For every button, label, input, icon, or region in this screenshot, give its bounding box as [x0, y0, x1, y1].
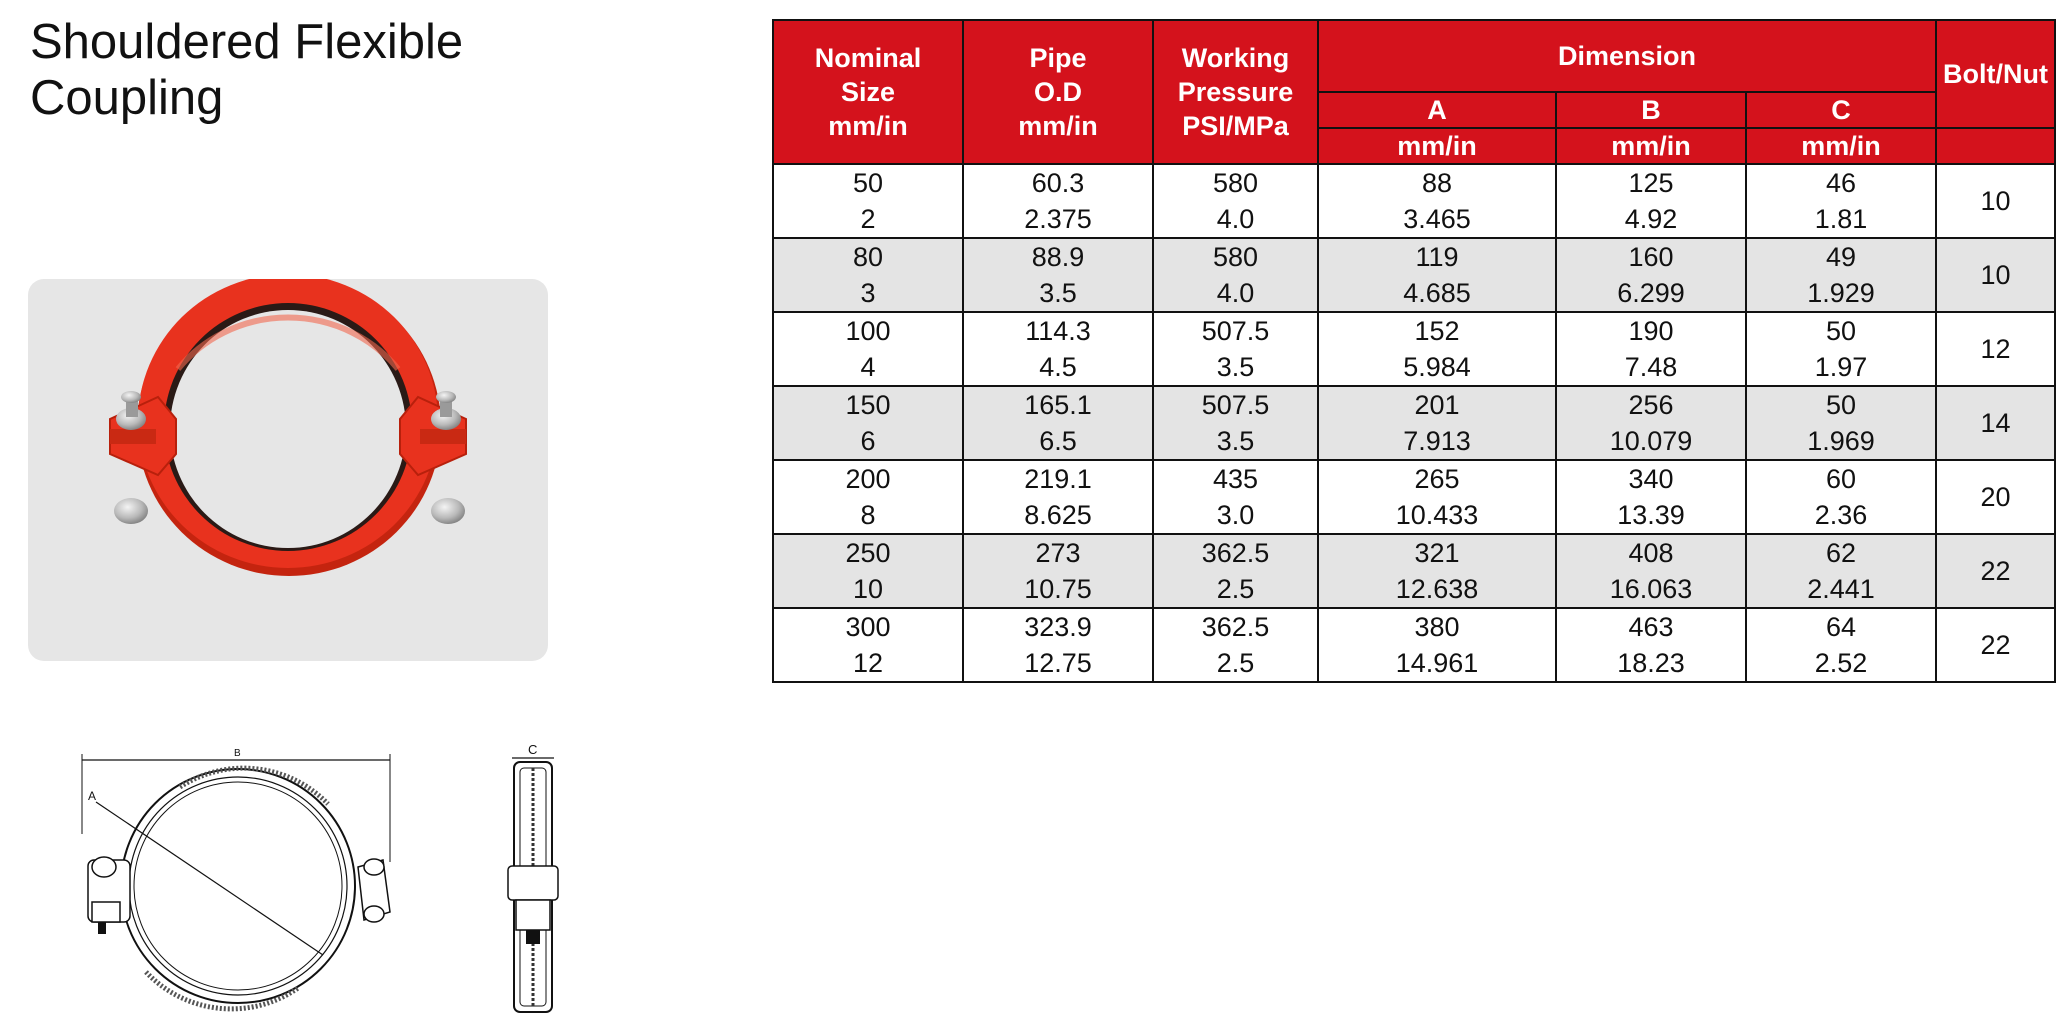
cell-pipe: 165.1 6.5: [963, 386, 1153, 460]
header-dim-b-unit: mm/in: [1556, 128, 1746, 164]
cell-dim-c: 46 1.81: [1746, 164, 1936, 238]
header-dim-b: B: [1556, 92, 1746, 128]
title-line-2: Coupling: [30, 71, 224, 125]
header-dim-a-unit: mm/in: [1318, 128, 1556, 164]
cell-pressure: 362.5 2.5: [1153, 608, 1318, 682]
header-working-pressure: Working Pressure PSI/MPa: [1153, 20, 1318, 164]
header-dimension: Dimension: [1318, 20, 1936, 92]
cell-dim-a: 380 14.961: [1318, 608, 1556, 682]
cell-pressure: 580 4.0: [1153, 164, 1318, 238]
cell-dim-b: 125 4.92: [1556, 164, 1746, 238]
cell-bolt: 10: [1936, 164, 2055, 238]
cell-pressure: 580 4.0: [1153, 238, 1318, 312]
cell-pipe: 114.3 4.5: [963, 312, 1153, 386]
cell-dim-b: 190 7.48: [1556, 312, 1746, 386]
cell-pipe: 60.3 2.375: [963, 164, 1153, 238]
cell-nominal: 50 2: [773, 164, 963, 238]
cell-dim-c: 60 2.36: [1746, 460, 1936, 534]
table-row: [773, 608, 2055, 682]
cell-pipe: 219.1 8.625: [963, 460, 1153, 534]
cell-pipe: 273 10.75: [963, 534, 1153, 608]
cell-dim-c: 64 2.52: [1746, 608, 1936, 682]
cell-nominal: 80 3: [773, 238, 963, 312]
coupling-photo-illustration: [28, 279, 548, 661]
cell-bolt: 10: [1936, 238, 2055, 312]
product-title: [30, 14, 463, 126]
cell-dim-b: 340 13.39: [1556, 460, 1746, 534]
cell-nominal: 300 12: [773, 608, 963, 682]
specification-table: [772, 19, 2056, 683]
cell-bolt: 22: [1936, 534, 2055, 608]
cell-dim-a: 152 5.984: [1318, 312, 1556, 386]
cell-nominal: 150 6: [773, 386, 963, 460]
cell-bolt: 20: [1936, 460, 2055, 534]
cell-dim-a: 201 7.913: [1318, 386, 1556, 460]
header-bolt-blank: [1936, 128, 2055, 164]
cell-dim-c: 49 1.929: [1746, 238, 1936, 312]
cell-dim-b: 256 10.079: [1556, 386, 1746, 460]
header-dim-c-unit: mm/in: [1746, 128, 1936, 164]
cell-dim-b: 408 16.063: [1556, 534, 1746, 608]
cell-dim-c: 62 2.441: [1746, 534, 1936, 608]
dimension-b-label: B: [234, 748, 241, 759]
cell-dim-b: 463 18.23: [1556, 608, 1746, 682]
header-dim-c: C: [1746, 92, 1936, 128]
cell-dim-c: 50 1.969: [1746, 386, 1936, 460]
cell-pressure: 435 3.0: [1153, 460, 1318, 534]
cell-dim-a: 265 10.433: [1318, 460, 1556, 534]
cell-pressure: 507.5 3.5: [1153, 312, 1318, 386]
cell-nominal: 100 4: [773, 312, 963, 386]
header-bolt-nut: Bolt/Nut: [1936, 20, 2055, 128]
table-row: [773, 534, 2055, 608]
product-photo: [28, 279, 548, 661]
dimension-c-label: C: [528, 742, 538, 757]
cell-dim-a: 119 4.685: [1318, 238, 1556, 312]
cell-nominal: 250 10: [773, 534, 963, 608]
cell-dim-a: 321 12.638: [1318, 534, 1556, 608]
table-row: [773, 312, 2055, 386]
table-row: [773, 386, 2055, 460]
table-row: [773, 238, 2055, 312]
title-line-1: Shouldered Flexible: [30, 15, 464, 69]
cell-dim-c: 50 1.97: [1746, 312, 1936, 386]
cell-nominal: 200 8: [773, 460, 963, 534]
cell-pressure: 507.5 3.5: [1153, 386, 1318, 460]
header-pipe-od: Pipe O.D mm/in: [963, 20, 1153, 164]
cell-pipe: 88.9 3.5: [963, 238, 1153, 312]
table-row: [773, 460, 2055, 534]
cell-pipe: 323.9 12.75: [963, 608, 1153, 682]
cell-bolt: 22: [1936, 608, 2055, 682]
header-dim-a: A: [1318, 92, 1556, 128]
cell-pressure: 362.5 2.5: [1153, 534, 1318, 608]
front-view-drawing: [68, 742, 408, 1012]
side-view-drawing: [498, 738, 568, 1018]
dimension-a-label: A: [88, 789, 97, 803]
cell-dim-b: 160 6.299: [1556, 238, 1746, 312]
cell-bolt: 14: [1936, 386, 2055, 460]
header-nominal-size: Nominal Size mm/in: [773, 20, 963, 164]
cell-dim-a: 88 3.465: [1318, 164, 1556, 238]
table-row: [773, 164, 2055, 238]
cell-bolt: 12: [1936, 312, 2055, 386]
